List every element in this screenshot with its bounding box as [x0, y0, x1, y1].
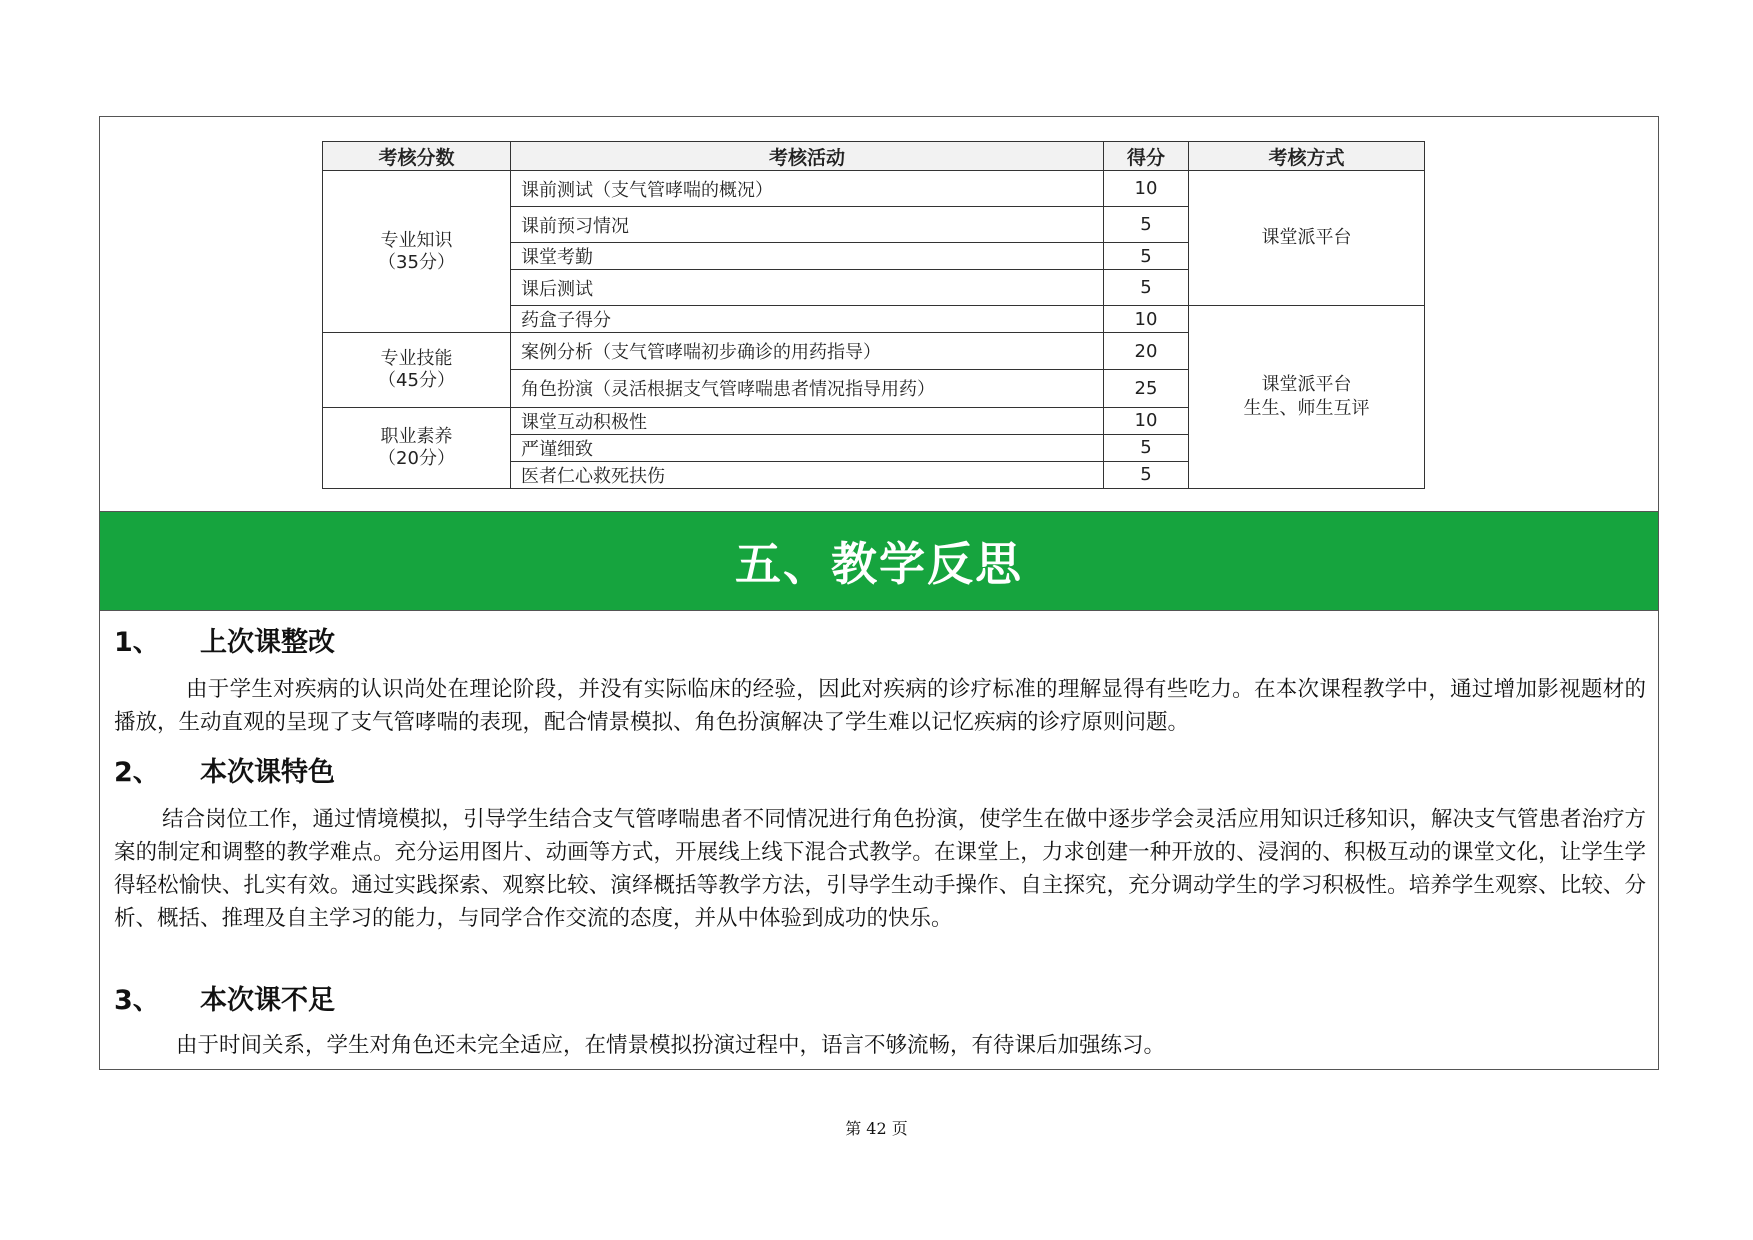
method-cell: [1189, 171, 1425, 306]
score-cell: 5: [1104, 270, 1189, 306]
section-paragraph: 由于时间关系，学生对角色还未完全适应，在情景模拟扮演过程中，语言不够流畅，有待课后加强练习。: [176, 1033, 1166, 1058]
table-row: [323, 171, 1425, 207]
method-cell: [1189, 306, 1425, 489]
header-method: 考核方式: [1189, 142, 1425, 171]
table-header-row: [323, 142, 1425, 171]
category-points: （35分）: [378, 251, 455, 273]
score-cell: 5: [1104, 461, 1189, 488]
activity-cell: 严谨细致: [511, 434, 1104, 461]
section-paragraph: 由于学生对疾病的认识尚处在理论阶段，并没有实际临床的经验，因此对疾病的诊疗标准的理解显得有些吃力。在本次课程教学中，通过增加影视题材的播放，生动直观的呈现了支气管哮喘的表现，配合情景模拟、角色扮演解决了学生难以记忆疾病的诊疗原则问题。: [114, 677, 1646, 735]
category-cell: [323, 171, 511, 333]
header-score: 得分: [1104, 142, 1189, 171]
activity-cell: 课堂考勤: [511, 243, 1104, 270]
content-frame: [99, 116, 1659, 1070]
category-points: （20分）: [378, 447, 455, 469]
category-points: （45分）: [378, 370, 455, 392]
page-number: 第 42 页: [845, 1119, 908, 1138]
category-name: 专业技能: [380, 348, 453, 370]
score-cell: 20: [1104, 333, 1189, 369]
category-name: 职业素养: [380, 425, 453, 447]
section-heading: [114, 755, 335, 791]
banner-title: 五、教学反思: [735, 537, 1023, 591]
section-title: 本次课不足: [200, 985, 335, 1016]
activity-cell: 课前预习情况: [511, 207, 1104, 243]
activity-cell: 角色扮演（灵活根据支气管哮喘患者情况指导用药）: [511, 369, 1104, 407]
category-cell: [323, 333, 511, 407]
score-cell: 5: [1104, 434, 1189, 461]
method-line: 生生、师生互评: [1243, 398, 1370, 420]
score-cell: 25: [1104, 369, 1189, 407]
section-paragraph: 结合岗位工作，通过情境模拟，引导学生结合支气管哮喘患者不同情况进行角色扮演，使学生在做中逐步学会灵活应用知识迁移知识，解决支气管患者治疗方案的制定和调整的教学难点。充分运用图片、动画等方式，开展线上线下混合式教学。在课堂上，力求创建一种开放的、浸润的、积极互动的课堂文化，让学生学得轻松愉快、扎实有效。通过实践探索、观察比较、演绎概括等教学方法，引导学生动手操作、自主探究，充分调动学生的学习积极性。培养学生观察、比较、分析、概括、推理及自主学习的能力，与同学合作交流的态度，并从中体验到成功的快乐。: [114, 807, 1646, 931]
section-heading: [114, 983, 335, 1019]
activity-cell: 课堂互动积极性: [511, 407, 1104, 434]
section-number: 2、: [114, 757, 160, 788]
section-number: 1、: [114, 627, 160, 658]
activity-cell: 课后测试: [511, 270, 1104, 306]
method-line: 课堂派平台: [1261, 374, 1352, 396]
score-cell: 5: [1104, 243, 1189, 270]
assessment-table: [322, 141, 1425, 489]
activity-cell: 课前测试（支气管哮喘的概况）: [511, 171, 1104, 207]
section-heading: [114, 625, 335, 661]
section-number: 3、: [114, 985, 160, 1016]
score-cell: 10: [1104, 306, 1189, 333]
section-title: 上次课整改: [200, 627, 335, 658]
score-cell: 5: [1104, 207, 1189, 243]
activity-cell: 医者仁心救死扶伤: [511, 461, 1104, 488]
activity-cell: 药盒子得分: [511, 306, 1104, 333]
section-title: 本次课特色: [200, 757, 335, 788]
category-cell: [323, 407, 511, 488]
activity-cell: 案例分析（支气管哮喘初步确诊的用药指导）: [511, 333, 1104, 369]
header-activity: 考核活动: [511, 142, 1104, 171]
method-line: 课堂派平台: [1261, 227, 1352, 249]
header-score-category: 考核分数: [323, 142, 511, 171]
section-banner: [100, 511, 1658, 611]
category-name: 专业知识: [380, 229, 453, 251]
score-cell: 10: [1104, 171, 1189, 207]
score-cell: 10: [1104, 407, 1189, 434]
